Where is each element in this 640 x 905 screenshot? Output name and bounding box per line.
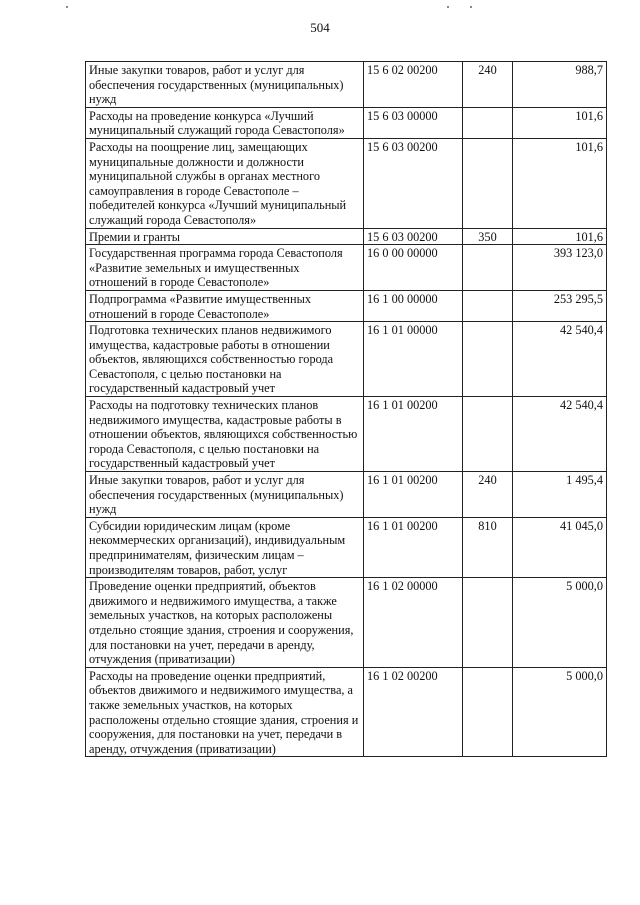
row-amount: 42 540,4 bbox=[513, 322, 607, 397]
table-row bbox=[86, 62, 607, 108]
scan-speck bbox=[66, 6, 68, 8]
row-type bbox=[463, 245, 513, 291]
row-code: 16 1 01 00200 bbox=[364, 397, 463, 472]
row-code: 15 6 03 00200 bbox=[364, 138, 463, 228]
row-type bbox=[463, 322, 513, 397]
row-name: Расходы на проведение конкурса «Лучший муниципальный служащий города Севастополя» bbox=[86, 107, 364, 138]
table-row bbox=[86, 138, 607, 228]
table-row bbox=[86, 397, 607, 472]
row-amount: 101,6 bbox=[513, 138, 607, 228]
row-name: Подпрограмма «Развитие имущественных отношений в городе Севастополе» bbox=[86, 290, 364, 321]
table-row bbox=[86, 245, 607, 291]
row-amount: 41 045,0 bbox=[513, 517, 607, 577]
row-name: Государственная программа города Севастополя «Развитие земельных и имущественных отношений в городе Севастополе» bbox=[86, 245, 364, 291]
row-code: 16 1 02 00000 bbox=[364, 578, 463, 668]
row-type bbox=[463, 138, 513, 228]
row-code: 16 0 00 00000 bbox=[364, 245, 463, 291]
row-amount: 101,6 bbox=[513, 228, 607, 245]
budget-table bbox=[85, 61, 607, 757]
row-amount: 253 295,5 bbox=[513, 290, 607, 321]
row-code: 15 6 03 00000 bbox=[364, 107, 463, 138]
row-amount: 5 000,0 bbox=[513, 667, 607, 757]
row-type bbox=[463, 397, 513, 472]
table-row bbox=[86, 107, 607, 138]
row-amount: 393 123,0 bbox=[513, 245, 607, 291]
row-code: 16 1 02 00200 bbox=[364, 667, 463, 757]
table-row bbox=[86, 322, 607, 397]
table-row bbox=[86, 517, 607, 577]
scan-speck bbox=[447, 6, 449, 8]
row-code: 16 1 01 00200 bbox=[364, 517, 463, 577]
row-type bbox=[463, 667, 513, 757]
row-code: 16 1 01 00000 bbox=[364, 322, 463, 397]
row-name: Субсидии юридическим лицам (кроме некоммерческих организаций), индивидуальным предпринимателям, физическим лицам – производителям товаров, работ, услуг bbox=[86, 517, 364, 577]
table-row bbox=[86, 667, 607, 757]
scan-speck bbox=[470, 6, 472, 8]
row-name: Иные закупки товаров, работ и услуг для обеспечения государственных (муниципальных) нужд bbox=[86, 472, 364, 518]
row-code: 16 1 01 00200 bbox=[364, 472, 463, 518]
row-type: 350 bbox=[463, 228, 513, 245]
table-row bbox=[86, 472, 607, 518]
row-code: 16 1 00 00000 bbox=[364, 290, 463, 321]
row-name: Расходы на подготовку технических планов недвижимого имущества, кадастровые работы в отношении объектов, являющихся собственностью города Севастополя, с целью постановки на государственный кадастровый учет bbox=[86, 397, 364, 472]
row-type: 810 bbox=[463, 517, 513, 577]
row-name: Премии и гранты bbox=[86, 228, 364, 245]
row-amount: 988,7 bbox=[513, 62, 607, 108]
row-type: 240 bbox=[463, 472, 513, 518]
row-code: 15 6 03 00200 bbox=[364, 228, 463, 245]
table-row bbox=[86, 228, 607, 245]
row-code: 15 6 02 00200 bbox=[364, 62, 463, 108]
table-row bbox=[86, 290, 607, 321]
row-amount: 1 495,4 bbox=[513, 472, 607, 518]
row-type bbox=[463, 107, 513, 138]
row-type bbox=[463, 578, 513, 668]
row-amount: 101,6 bbox=[513, 107, 607, 138]
row-name: Иные закупки товаров, работ и услуг для обеспечения государственных (муниципальных) нужд bbox=[86, 62, 364, 108]
row-type: 240 bbox=[463, 62, 513, 108]
row-name: Подготовка технических планов недвижимого имущества, кадастровые работы в отношении объектов, являющихся собственностью города Севастополя, с целью постановки на государственный кадастровый учет bbox=[86, 322, 364, 397]
row-amount: 5 000,0 bbox=[513, 578, 607, 668]
row-name: Расходы на поощрение лиц, замещающих муниципальные должности и должности муниципальной службы в органах местного самоуправления в городе Севастополе – победителей конкурса «Лучший муниципальный служащий города Севастополя» bbox=[86, 138, 364, 228]
row-type bbox=[463, 290, 513, 321]
row-name: Проведение оценки предприятий, объектов движимого и недвижимого имущества, а также земельных участков, на которых расположены отдельно стоящие здания, строения и сооружения, для постановки на учет, передачи в аренду, отчуждения (приватизации) bbox=[86, 578, 364, 668]
table-row bbox=[86, 578, 607, 668]
row-amount: 42 540,4 bbox=[513, 397, 607, 472]
row-name: Расходы на проведение оценки предприятий, объектов движимого и недвижимого имущества, а также земельных участков, на которых расположены отдельно стоящие здания, строения и сооружения, для постановки на учет, передачи в аренду, отчуждения (приватизации) bbox=[86, 667, 364, 757]
page-number: 504 bbox=[310, 20, 330, 35]
